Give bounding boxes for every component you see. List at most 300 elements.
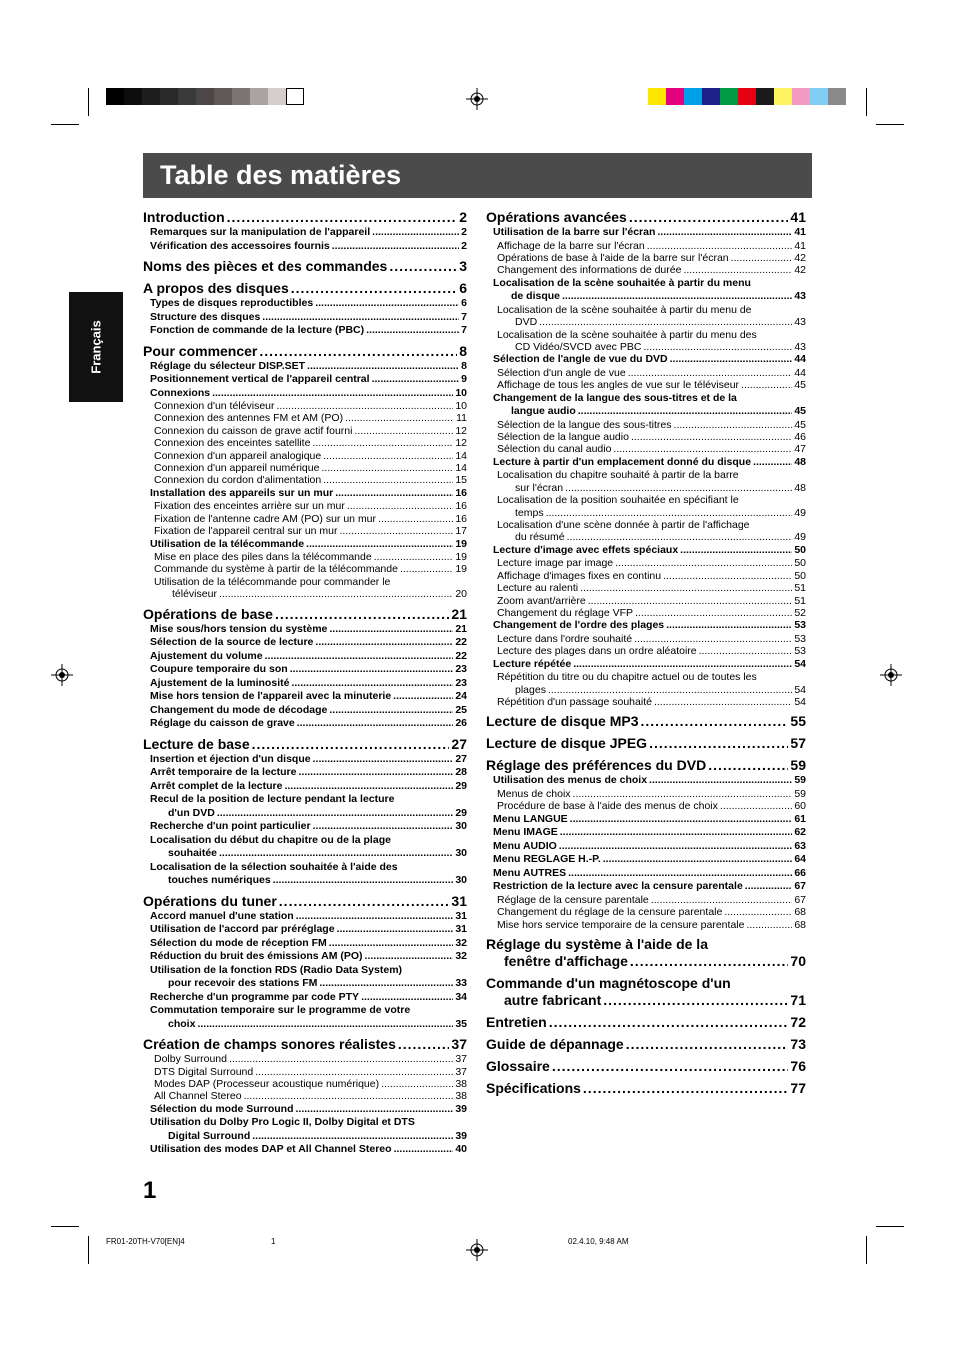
toc-entry-title: Ajustement de la luminosité bbox=[150, 676, 290, 689]
toc-entry-page: 33 bbox=[455, 977, 467, 990]
toc-entry-title-cont: CD Vidéo/SVCD avec PBC bbox=[515, 340, 642, 353]
toc-entry-page: 3 bbox=[459, 258, 467, 274]
toc-entry bbox=[486, 443, 806, 455]
leader-dots bbox=[315, 297, 459, 311]
leader-dots bbox=[259, 343, 457, 360]
toc-entry bbox=[486, 853, 806, 867]
toc-entry bbox=[143, 400, 467, 412]
toc-entry-page: 51 bbox=[794, 582, 806, 595]
toc-entry-page: 51 bbox=[794, 594, 806, 607]
toc-entry-title: Utilisation du Dolby Pro Logic II, Dolby Digital et DTS bbox=[150, 1116, 415, 1129]
toc-entry-page: 73 bbox=[790, 1035, 806, 1052]
color-swatch bbox=[792, 88, 810, 105]
toc-entry-title: Mise en place des piles dans la télécommande bbox=[154, 551, 372, 564]
leader-dots bbox=[337, 923, 454, 937]
leader-dots bbox=[378, 513, 453, 525]
toc-entry-title: Guide de dépannage bbox=[486, 1035, 624, 1052]
toc-entry-title: Commande du système à partir de la télécommande bbox=[154, 563, 398, 576]
toc-entry-page: 37 bbox=[455, 1053, 467, 1066]
toc-entry bbox=[486, 304, 806, 329]
toc-entry-page: 54 bbox=[794, 695, 806, 708]
toc-entry-title: Réduction du bruit des émissions AM (PO) bbox=[150, 950, 363, 963]
toc-entry bbox=[143, 563, 467, 575]
toc-entry-title: Opérations avancées bbox=[486, 209, 627, 225]
gray-swatch bbox=[196, 88, 214, 105]
toc-entry-page: 2 bbox=[459, 209, 467, 225]
leader-dots bbox=[559, 840, 793, 854]
toc-entry bbox=[486, 906, 806, 918]
leader-dots bbox=[634, 633, 792, 645]
toc-entry-page: 63 bbox=[794, 839, 806, 852]
toc-entry-title: Sélection du canal audio bbox=[497, 443, 612, 456]
toc-entry-page: 39 bbox=[455, 1102, 467, 1115]
toc-entry-page: 19 bbox=[455, 551, 467, 564]
toc-entry bbox=[143, 240, 467, 254]
leader-dots bbox=[573, 658, 792, 672]
leader-dots bbox=[629, 209, 789, 226]
crop-mark bbox=[876, 124, 904, 125]
leader-dots bbox=[313, 820, 454, 834]
leader-dots bbox=[643, 341, 792, 353]
toc-entry-title: Affichage de la barre sur l'écran bbox=[497, 239, 645, 252]
toc-entry bbox=[486, 645, 806, 657]
toc-entry-title: DTS Digital Surround bbox=[154, 1065, 254, 1078]
toc-entry-page: 32 bbox=[455, 936, 467, 949]
leader-dots bbox=[731, 252, 793, 264]
toc-entry-title: Changement du réglage de la censure parentale bbox=[497, 906, 723, 919]
leader-dots bbox=[565, 482, 792, 494]
toc-entry bbox=[143, 964, 467, 991]
toc-entry-page: 44 bbox=[794, 353, 806, 366]
toc-entry-page: 62 bbox=[794, 826, 806, 839]
leader-dots bbox=[753, 456, 792, 470]
leader-dots bbox=[670, 353, 793, 367]
leader-dots bbox=[649, 774, 792, 788]
toc-entry-title: Connexion d'un appareil numérique bbox=[154, 462, 320, 475]
toc-entry-title: Changement de la langue des sous-titres et de la bbox=[493, 391, 737, 404]
toc-entry-title-cont: pour recevoir des stations FM bbox=[168, 977, 318, 990]
toc-entry bbox=[143, 297, 467, 311]
toc-entry-page: 68 bbox=[794, 918, 806, 931]
registration-target-icon bbox=[51, 664, 73, 686]
page-title: Table des matières bbox=[160, 160, 402, 190]
toc-entry-title: All Channel Stereo bbox=[154, 1090, 242, 1103]
toc-entry-page: 16 bbox=[455, 486, 467, 499]
toc-entry bbox=[143, 1116, 467, 1143]
language-tab-label: Français bbox=[88, 320, 104, 374]
toc-entry-title: Réglage du système à l'aide de la bbox=[486, 935, 708, 952]
toc-entry-title: Menu AUDIO bbox=[493, 839, 557, 852]
leader-dots bbox=[548, 684, 792, 696]
gray-swatch bbox=[250, 88, 268, 105]
leader-dots bbox=[630, 953, 789, 970]
toc-entry-page: 43 bbox=[794, 290, 806, 303]
toc-entry-page: 77 bbox=[790, 1079, 806, 1096]
toc-entry-title-cont: d'un DVD bbox=[168, 806, 215, 819]
leader-dots bbox=[746, 919, 792, 931]
leader-dots bbox=[603, 853, 793, 867]
toc-entry-page: 16 bbox=[455, 500, 467, 513]
leader-dots bbox=[539, 316, 792, 328]
toc-entry-title: Lecture dans l'ordre souhaité bbox=[497, 632, 633, 645]
toc-entry-title: Connexion d'un appareil analogique bbox=[154, 449, 322, 462]
toc-entry bbox=[143, 704, 467, 718]
toc-entry bbox=[143, 910, 467, 924]
leader-dots bbox=[227, 209, 458, 226]
leader-dots bbox=[552, 1058, 789, 1075]
leader-dots bbox=[626, 1036, 789, 1053]
toc-entry bbox=[143, 373, 467, 387]
crop-mark bbox=[876, 1226, 904, 1227]
toc-entry bbox=[143, 893, 467, 910]
leader-dots bbox=[329, 623, 453, 637]
leader-dots bbox=[323, 450, 453, 462]
toc-entry-title: Répétition du titre ou du chapitre actuel ou de toutes les bbox=[497, 671, 757, 684]
toc-entry-title: Sélection de la langue des sous-titres bbox=[497, 418, 672, 431]
toc-entry-page: 10 bbox=[455, 386, 467, 399]
toc-entry bbox=[143, 525, 467, 537]
leader-dots bbox=[279, 893, 450, 910]
toc-entry bbox=[143, 780, 467, 794]
color-swatch bbox=[828, 88, 846, 105]
toc-entry-page: 57 bbox=[790, 735, 806, 752]
toc-entry-page: 30 bbox=[455, 820, 467, 833]
toc-entry-page: 8 bbox=[461, 359, 467, 372]
toc-entry bbox=[143, 1036, 467, 1053]
toc-entry-title: Entretien bbox=[486, 1013, 547, 1030]
toc-entry-page: 55 bbox=[790, 713, 806, 730]
crop-mark bbox=[88, 88, 89, 116]
leader-dots bbox=[219, 588, 453, 600]
toc-entry-title: Introduction bbox=[143, 209, 225, 225]
toc-entry-title: Restriction de la lecture avec la censure parentale bbox=[493, 880, 743, 893]
toc-entry-page: 27 bbox=[455, 752, 467, 765]
toc-entry bbox=[143, 606, 467, 623]
toc-entry-title: Utilisation des modes DAP et All Channel Stereo bbox=[150, 1143, 392, 1156]
toc-entry-title: Commande d'un magnétoscope d'un bbox=[486, 974, 731, 991]
toc-entry-page: 42 bbox=[794, 251, 806, 264]
toc-entry bbox=[143, 861, 467, 888]
color-swatch bbox=[684, 88, 702, 105]
page-number: 1 bbox=[143, 1177, 157, 1204]
toc-entry-page: 31 bbox=[455, 923, 467, 936]
toc-entry-title: Recherche d'un point particulier bbox=[150, 820, 311, 833]
toc-entry-page: 47 bbox=[794, 443, 806, 456]
leader-dots bbox=[332, 240, 459, 254]
leader-dots bbox=[631, 431, 792, 443]
toc-entry-title: Lecture de disque JPEG bbox=[486, 735, 648, 752]
leader-dots bbox=[372, 226, 459, 240]
toc-entry bbox=[143, 1078, 467, 1090]
toc-entry-page: 26 bbox=[455, 717, 467, 730]
toc-entry bbox=[143, 437, 467, 449]
leader-dots bbox=[252, 1130, 453, 1144]
toc-entry-page: 42 bbox=[794, 264, 806, 277]
toc-entry-page: 38 bbox=[455, 1090, 467, 1103]
toc-entry-title-cont: touches numériques bbox=[168, 874, 271, 887]
toc-entry bbox=[486, 800, 806, 812]
leader-dots bbox=[741, 379, 792, 391]
toc-entry bbox=[143, 1004, 467, 1031]
gray-swatch bbox=[106, 88, 124, 105]
toc-entry-title: Insertion et éjection d'un disque bbox=[150, 752, 311, 765]
leader-dots bbox=[313, 753, 454, 767]
toc-entry-title-cont: Digital Surround bbox=[168, 1129, 251, 1142]
color-swatch bbox=[720, 88, 738, 105]
toc-entry-page: 17 bbox=[455, 525, 467, 538]
toc-entry-title-cont: du résumé bbox=[515, 531, 565, 544]
leader-dots bbox=[284, 780, 453, 794]
toc-entry-page: 10 bbox=[455, 400, 467, 412]
leader-dots bbox=[394, 1143, 454, 1157]
toc-entry bbox=[143, 538, 467, 552]
toc-entry-title: Noms des pièces et des commandes bbox=[143, 258, 388, 274]
toc-entry-title: Glossaire bbox=[486, 1057, 550, 1074]
toc-entry-title: Pour commencer bbox=[143, 342, 258, 359]
toc-entry-page: 24 bbox=[455, 690, 467, 703]
toc-entry-page: 12 bbox=[455, 437, 467, 450]
toc-entry-title: Fixation de l'antenne cadre AM (PO) sur un mur bbox=[154, 512, 377, 525]
toc-entry-page: 67 bbox=[794, 893, 806, 906]
toc-entry bbox=[486, 419, 806, 431]
leader-dots bbox=[315, 636, 453, 650]
leader-dots bbox=[275, 606, 449, 623]
toc-entry bbox=[143, 412, 467, 424]
leader-dots bbox=[635, 607, 792, 619]
leader-dots bbox=[244, 1090, 454, 1102]
toc-entry-page: 60 bbox=[794, 800, 806, 813]
leader-dots bbox=[197, 1018, 453, 1032]
leader-dots bbox=[389, 258, 457, 275]
leader-dots bbox=[354, 425, 453, 437]
toc-entry bbox=[486, 919, 806, 931]
toc-entry-page: 22 bbox=[455, 649, 467, 662]
leader-dots bbox=[580, 582, 792, 594]
leader-dots bbox=[573, 788, 793, 800]
toc-entry-title: Localisation d'une scène donnée à partir de l'affichage bbox=[497, 519, 750, 531]
toc-entry-title: Localisation de la scène souhaitée à partir du menu de bbox=[497, 303, 752, 316]
leader-dots bbox=[583, 1080, 789, 1097]
toc-entry-page: 14 bbox=[455, 449, 467, 462]
toc-entry-page: 39 bbox=[455, 1129, 467, 1142]
toc-entry-page: 76 bbox=[790, 1057, 806, 1074]
toc-entry-page: 28 bbox=[455, 766, 467, 779]
leader-dots bbox=[298, 766, 453, 780]
color-swatch bbox=[666, 88, 684, 105]
toc-entry-page: 41 bbox=[794, 226, 806, 238]
toc-entry-title: Menu AUTRES bbox=[493, 866, 567, 879]
leader-dots bbox=[567, 531, 793, 543]
toc-entry bbox=[486, 894, 806, 906]
leader-dots bbox=[365, 950, 454, 964]
toc-entry-title: Localisation de la position souhaitée en spécifiant le bbox=[497, 494, 739, 507]
toc-entry-title: Localisation du début du chapitre ou de la plage bbox=[150, 833, 391, 846]
leader-dots bbox=[674, 419, 793, 431]
toc-entry bbox=[486, 713, 806, 730]
toc-entry-title: Connexion des antennes FM et AM (PO) bbox=[154, 412, 344, 425]
toc-entry-title: Localisation de la scène souhaitée à partir du menu bbox=[493, 276, 751, 289]
toc-entry-page: 48 bbox=[794, 481, 806, 494]
toc-entry-page: 59 bbox=[794, 787, 806, 800]
toc-entry-page: 37 bbox=[455, 1065, 467, 1078]
leader-dots bbox=[323, 474, 453, 486]
toc-entry-title: Arrêt complet de la lecture bbox=[150, 779, 283, 792]
toc-entry-page: 54 bbox=[794, 683, 806, 696]
leader-dots bbox=[252, 736, 450, 753]
toc-entry-title: Opérations de base bbox=[143, 605, 273, 622]
leader-dots bbox=[745, 880, 793, 894]
toc-entry-title-cont: langue audio bbox=[511, 405, 576, 418]
toc-entry bbox=[486, 696, 806, 708]
toc-entry-page: 2 bbox=[461, 239, 467, 252]
toc-entry-page: 68 bbox=[794, 906, 806, 919]
toc-entry-page: 41 bbox=[790, 209, 806, 225]
toc-entry-page: 20 bbox=[455, 588, 467, 601]
gray-swatch bbox=[232, 88, 250, 105]
toc-entry bbox=[143, 280, 467, 297]
toc-entry-title: Connexion du caisson de grave actif fourni bbox=[154, 424, 353, 437]
leader-dots bbox=[277, 400, 454, 412]
toc-entry-title: Lecture d'image avec effets spéciaux bbox=[493, 543, 679, 556]
toc-entry-title-cont: choix bbox=[168, 1017, 196, 1030]
leader-dots bbox=[628, 367, 793, 379]
toc-entry-title: Modes DAP (Processeur acoustique numérique) bbox=[154, 1078, 380, 1090]
toc-entry-title: Lecture de disque MP3 bbox=[486, 713, 639, 730]
toc-entry bbox=[486, 226, 806, 240]
toc-entry-title: Opérations du tuner bbox=[143, 892, 277, 909]
toc-entry-page: 16 bbox=[455, 512, 467, 525]
color-swatch bbox=[756, 88, 774, 105]
leader-dots bbox=[398, 1036, 450, 1053]
crop-mark bbox=[51, 124, 79, 125]
toc-entry-title: Lecture au ralenti bbox=[497, 582, 579, 595]
color-swatch bbox=[774, 88, 792, 105]
toc-entry-page: 49 bbox=[794, 531, 806, 544]
toc-entry-page: 53 bbox=[794, 619, 806, 632]
toc-entry-title: Connexion d'un téléviseur bbox=[154, 400, 275, 412]
gray-swatch bbox=[142, 88, 160, 105]
toc-entry-title: Localisation de la scène souhaitée à partir du menu des bbox=[497, 328, 757, 341]
toc-entry-title: Affichage de tous les angles de vue sur le téléviseur bbox=[497, 379, 740, 392]
toc-entry-title: Menu LANGUE bbox=[493, 812, 568, 825]
toc-entry bbox=[486, 519, 806, 544]
toc-entry-title-cont: souhaitée bbox=[168, 847, 218, 860]
toc-entry-title: Accord manuel d'une station bbox=[150, 909, 294, 922]
toc-entry-page: 8 bbox=[459, 342, 467, 359]
color-swatch bbox=[702, 88, 720, 105]
toc-entry bbox=[486, 264, 806, 276]
toc-entry-page: 64 bbox=[794, 853, 806, 866]
toc-entry-title: Menu REGLAGE H.-P. bbox=[493, 853, 601, 866]
toc-entry-page: 71 bbox=[790, 991, 806, 1008]
footer-timestamp: 02.4.10, 9:48 AM bbox=[568, 1237, 629, 1246]
toc-entry-page: 34 bbox=[455, 990, 467, 1003]
toc-entry bbox=[143, 717, 467, 731]
leader-dots bbox=[657, 226, 792, 240]
toc-entry-page: 49 bbox=[794, 506, 806, 519]
toc-entry bbox=[486, 209, 806, 226]
toc-entry-page: 31 bbox=[451, 892, 467, 909]
registration-target-icon bbox=[466, 88, 488, 110]
toc-entry-title: Recherche d'un programme par code PTY bbox=[150, 990, 360, 1003]
toc-entry-page: 31 bbox=[455, 909, 467, 922]
toc-entry-page: 23 bbox=[455, 663, 467, 676]
toc-entry-title: Remarques sur la manipulation de l'appareil bbox=[150, 226, 371, 238]
toc-entry bbox=[486, 469, 806, 494]
leader-dots bbox=[329, 704, 453, 718]
toc-entry bbox=[486, 671, 806, 696]
leader-dots bbox=[307, 360, 459, 374]
toc-entry-title: Sélection du mode de réception FM bbox=[150, 936, 327, 949]
toc-entry bbox=[143, 387, 467, 401]
leader-dots bbox=[291, 280, 457, 297]
toc-entry bbox=[486, 582, 806, 594]
leader-dots bbox=[366, 324, 459, 338]
toc-entry-title: Installation des appareils sur un mur bbox=[150, 486, 334, 499]
toc-entry-page: 6 bbox=[461, 297, 467, 309]
leader-dots bbox=[708, 757, 788, 774]
toc-entry-title: Lecture de base bbox=[143, 735, 250, 752]
toc-entry-title: Types de disques reproductibles bbox=[150, 297, 314, 309]
leader-dots bbox=[345, 412, 454, 424]
toc-entry-page: 6 bbox=[459, 280, 467, 296]
toc-entry-page: 40 bbox=[455, 1143, 467, 1156]
toc-entry bbox=[143, 500, 467, 512]
toc-entry-title: Fixation des enceintes arrière sur un mur bbox=[154, 500, 345, 513]
toc-entry-title: Connexion des enceintes satellite bbox=[154, 437, 311, 450]
toc-entry-title-cont: téléviseur bbox=[172, 588, 217, 601]
leader-dots bbox=[724, 906, 792, 918]
toc-entry-page: 50 bbox=[794, 543, 806, 556]
toc-entry-title: Lecture répétée bbox=[493, 657, 572, 670]
toc-entry-page: 45 bbox=[794, 418, 806, 431]
toc-entry-title: Recul de la position de lecture pendant la lecture bbox=[150, 793, 395, 806]
leader-dots bbox=[683, 264, 792, 276]
toc-entry-title-cont: plages bbox=[515, 683, 546, 696]
toc-entry-title: Réglage des préférences du DVD bbox=[486, 757, 707, 774]
toc-entry-title: Changement du réglage VFP bbox=[497, 606, 634, 619]
toc-entry bbox=[486, 367, 806, 379]
toc-entry-title: Dolby Surround bbox=[154, 1053, 227, 1066]
toc-entry-title: Structure des disques bbox=[150, 310, 261, 323]
leader-dots bbox=[578, 405, 793, 419]
leader-dots bbox=[372, 373, 460, 387]
toc-entry bbox=[143, 1103, 467, 1117]
toc-entry-title: Menus de choix bbox=[497, 787, 571, 800]
leader-dots bbox=[613, 443, 792, 455]
registration-target-icon bbox=[466, 1239, 488, 1261]
leader-dots bbox=[297, 717, 454, 731]
leader-dots bbox=[335, 487, 453, 501]
toc-left-column bbox=[143, 209, 467, 1157]
toc-entry-page: 19 bbox=[455, 537, 467, 550]
toc-entry-page: 70 bbox=[790, 952, 806, 969]
toc-entry bbox=[486, 757, 806, 774]
toc-entry bbox=[143, 1143, 467, 1157]
toc-entry-page: 72 bbox=[790, 1013, 806, 1030]
toc-entry bbox=[486, 1058, 806, 1075]
toc-entry bbox=[486, 880, 806, 894]
toc-entry-page: 11 bbox=[456, 412, 467, 425]
toc-entry bbox=[143, 663, 467, 677]
toc-entry bbox=[486, 544, 806, 558]
toc-entry-page: 7 bbox=[461, 324, 467, 336]
toc-entry-title-cont: DVD bbox=[515, 316, 538, 329]
toc-entry bbox=[143, 937, 467, 951]
toc-entry-page: 19 bbox=[455, 563, 467, 576]
toc-entry bbox=[143, 360, 467, 374]
color-swatch bbox=[648, 88, 666, 105]
